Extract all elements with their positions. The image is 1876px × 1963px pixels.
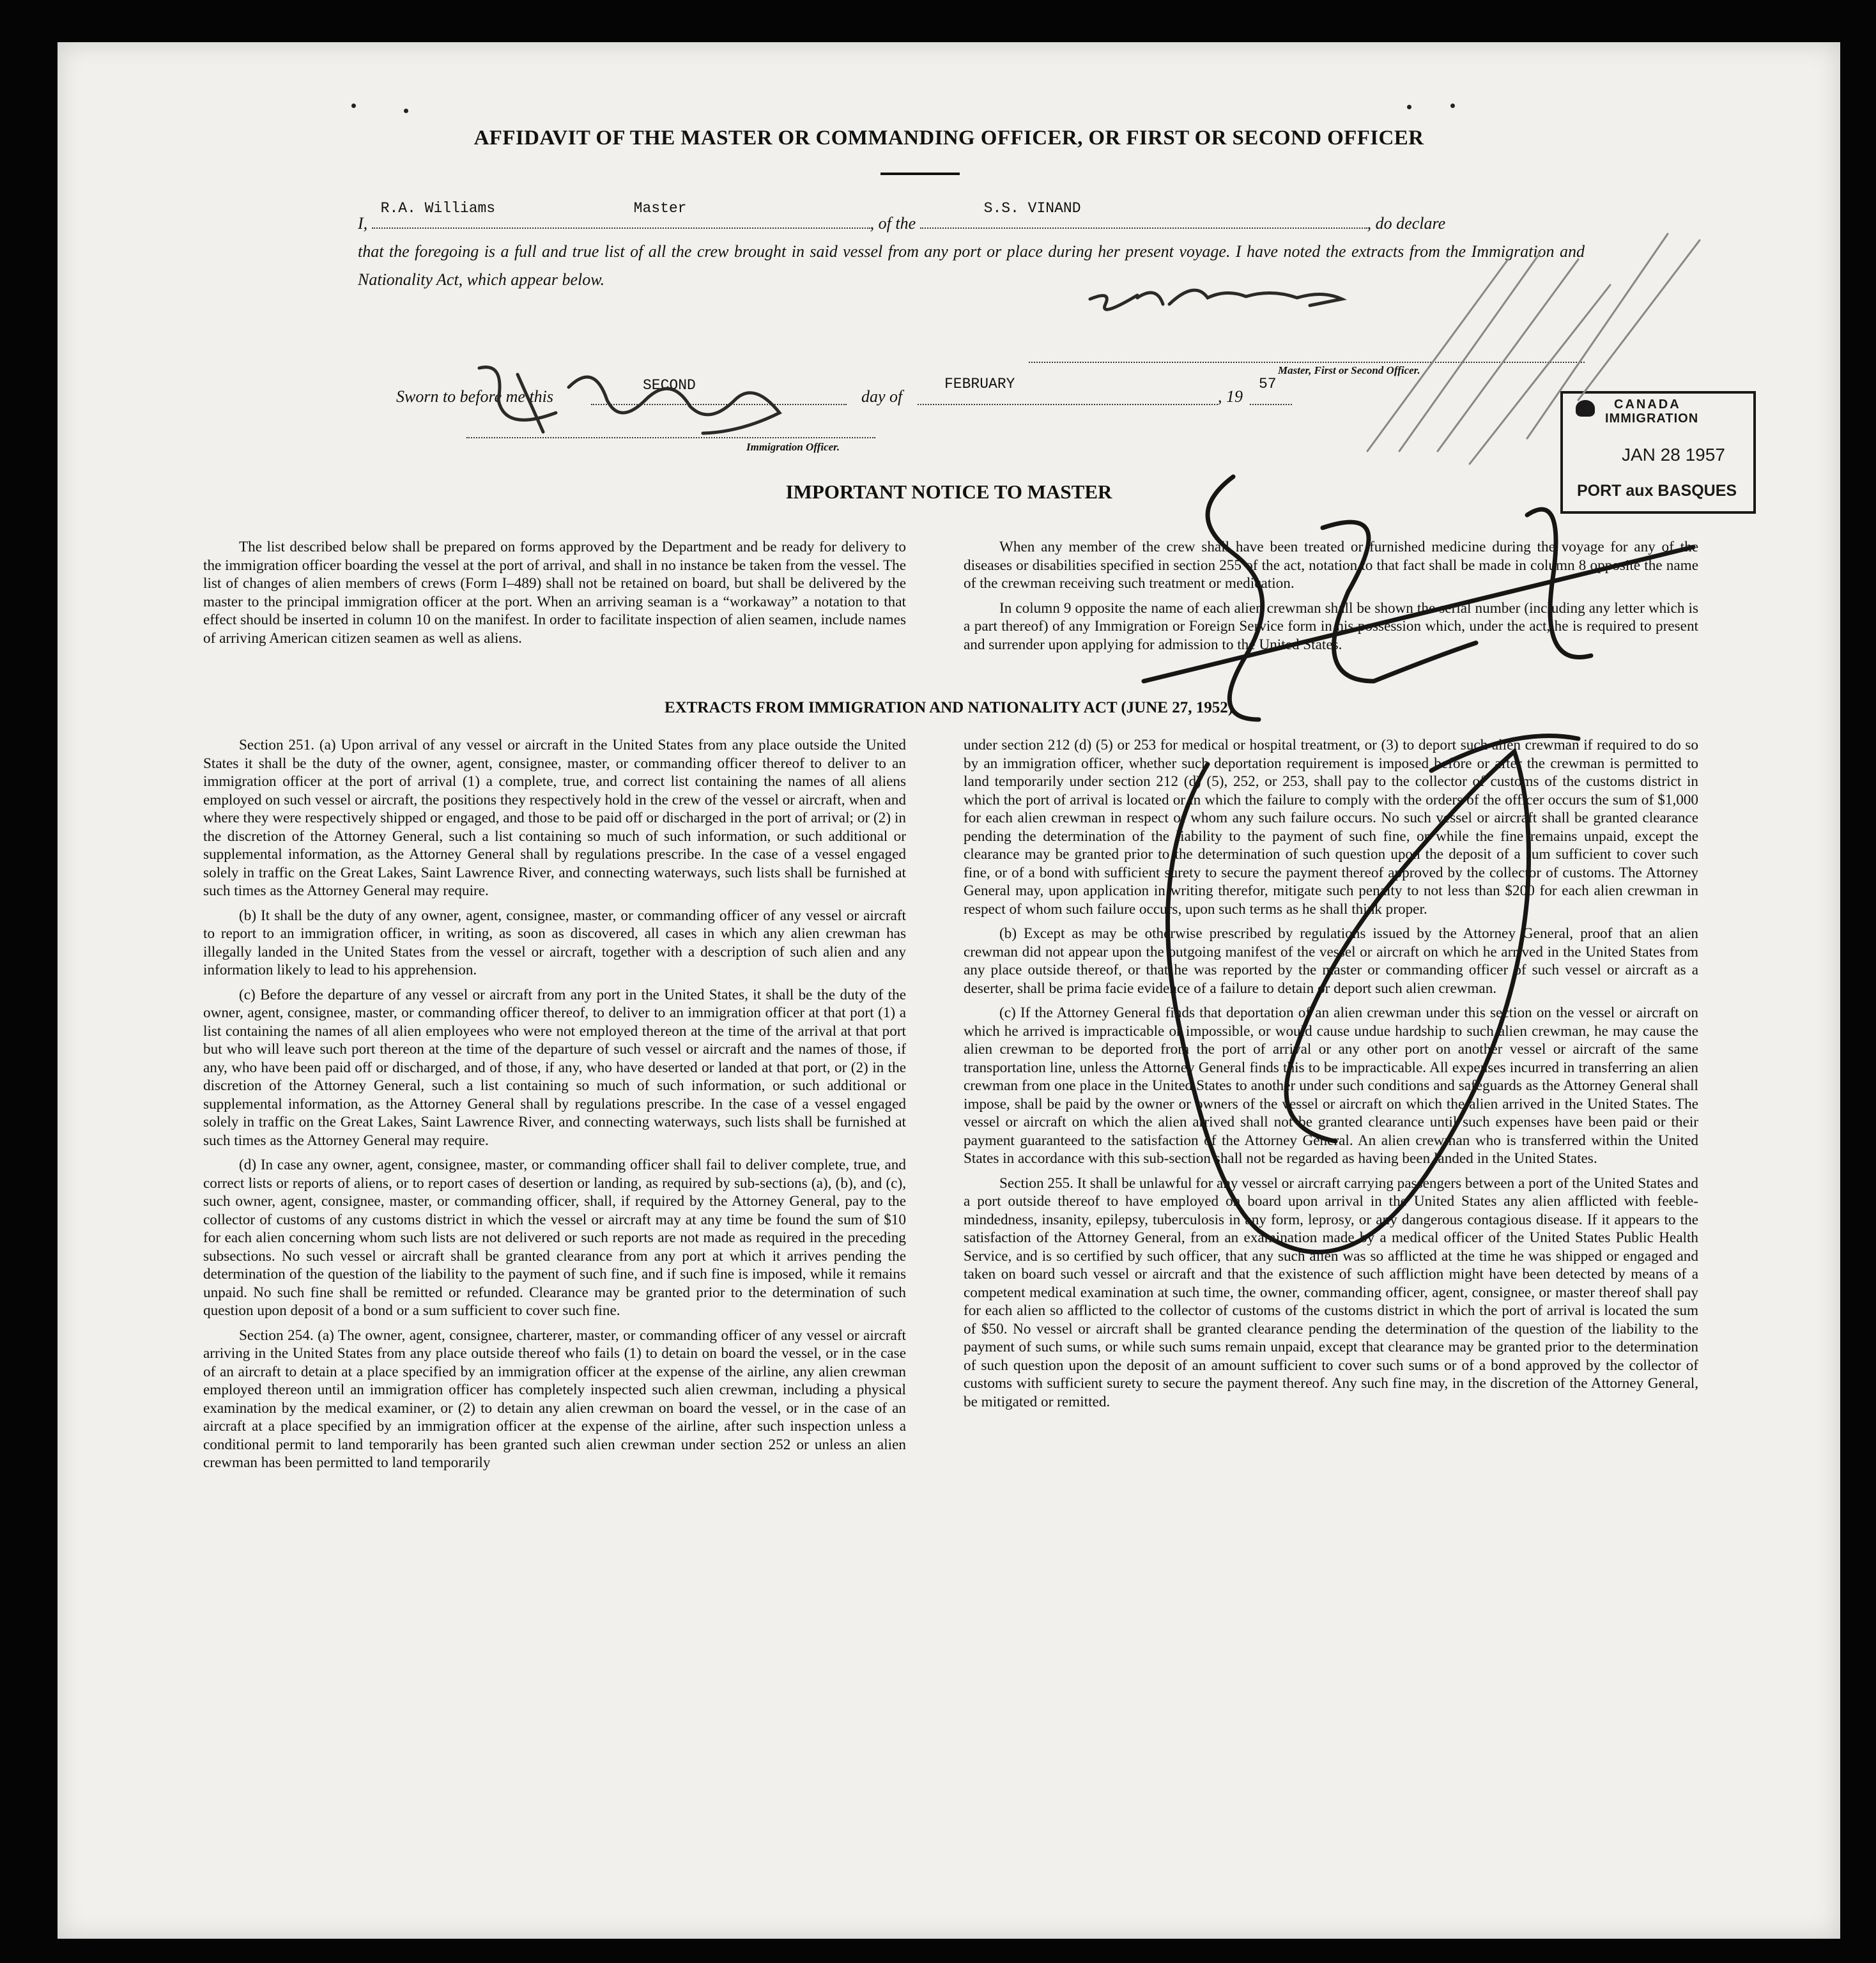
scan-speck (1407, 105, 1411, 109)
extracts-title: EXTRACTS FROM IMMIGRATION AND NATIONALITY ACT (JUNE 27, 1952) (664, 699, 1234, 716)
name-rank-field[interactable] (372, 200, 870, 229)
notice-title: IMPORTANT NOTICE TO MASTER (785, 481, 1112, 503)
vessel-name: S.S. VINAND (983, 200, 1081, 217)
title-rule (880, 173, 960, 175)
scan-speck (351, 104, 356, 108)
declaration-block (358, 200, 1585, 294)
notice-right-paragraph: In column 9 opposite the name of each alien crewman shall be shown the serial number (including any letter which is a part thereof) of any Immigration or Foreign Service form in his possession which, under the act, he is required to present and surrender upon applying for admission to the United States. (964, 599, 1698, 653)
year-prefix: , 19 (1218, 387, 1243, 406)
scan-speck (1450, 104, 1455, 108)
sworn-label: Sworn to before me this (396, 387, 554, 406)
extract-paragraph: Section 254. (a) The owner, agent, consignee, charterer, master, or commanding officer of any vessel or aircraft arriving in the United States from any place outside thereof who fails (1) to detain on board the vessel, or in the case of an aircraft to detain at a place specified by an immigration officer at the expense of the airline, any alien crewman employed thereon until an immigration officer has completely inspected such alien crewman, including a physical examination by the medical examiner, or (2) to detain any alien crewman on board the vessel, or in the case of an aircraft at a place specified by an immigration officer at the expense of the airline, after such inspection unless a conditional permit to land temporarily has been granted such alien crewman under section 252 or unless an alien crewman has been permitted to land temporarily (203, 1327, 906, 1471)
day-field[interactable] (591, 404, 847, 405)
of-the-label: , of the (870, 214, 916, 233)
scan-speck (404, 109, 408, 113)
stamp-date: JAN 28 1957 (1622, 445, 1725, 465)
day-of-label: day of (861, 387, 903, 406)
do-declare-label: , do declare (1367, 214, 1446, 233)
extracts-left-column (203, 736, 906, 1479)
extract-paragraph: Section 255. It shall be unlawful for any vessel or aircraft carrying passengers between a port of the United States and a port outside thereof to have employed on board upon arrival in the United States any alien afflicted with feeble-mindedness, insanity, epilepsy, tuberculosis in any form, leprosy, or any dangerous contagious disease. If it appears to the satisfaction of the Attorney General, from an examination made by a medical officer of the United States Public Health Service, and is so certified by such officer, that any such alien was so afflicted at the time he was shipped or engaged and taken on board such vessel or aircraft and that the existence of such affliction might have been detected by means of a competent medical examination at such time, the owner, commanding officer, agent, consignee, or master thereof shall pay for each alien so afflicted to the collector of customs of the customs district in which the port of arrival is located the sum of $50. No vessel or aircraft shall be granted clearance pending the determination of the question of the liability to the payment of such sums, or while such sums remain unpaid, except that clearance may be granted prior to the determination of such question upon the deposit of an amount sufficient to cover such sums or of a bond approved by the collector of customs with sufficient surety to secure the payment thereof. Any such fine may, in the discretion of the Attorney General, be mitigated or remitted. (964, 1174, 1698, 1410)
vessel-field[interactable] (920, 200, 1367, 229)
master-signature-line (1029, 362, 1585, 363)
month-field[interactable] (918, 404, 1218, 405)
stamp-country: CANADA (1614, 397, 1681, 412)
year-value: 57 (1259, 376, 1277, 392)
declaration-text: that the foregoing is a full and true list of all the crew brought in said vessel from any port or place during her present voyage. I have noted the extracts from the Immigration and Nationality Act, which appear below. (358, 242, 1585, 289)
extract-paragraph: (b) Except as may be otherwise prescribed by regulations issued by the Attorney General, proof that an alien crewman did not appear upon the outgoing manifest of the vessel or aircraft on which he arrived in the United States from any place outside thereof, or that he was reported by the master or commanding officer of such vessel or aircraft as a deserter, shall be prima facie evidence of a failure to detain or deport such alien crewman. (964, 925, 1698, 997)
officer-signature-line (466, 437, 875, 438)
officer-signature-label: Immigration Officer. (746, 441, 840, 453)
month-value: FEBRUARY (944, 376, 1015, 392)
affidavit-title: AFFIDAVIT OF THE MASTER OR COMMANDING OFFICER, OR FIRST OR SECOND OFFICER (473, 127, 1424, 150)
master-name: R.A. Williams (380, 200, 496, 217)
day-value: SECOND (643, 377, 696, 394)
extract-paragraph: Section 251. (a) Upon arrival of any vessel or aircraft in the United States from any place outside the United States it shall be the duty of the owner, agent, consignee, master, or commanding officer thereof to deliver to an immigration officer at the port of arrival (1) a complete, true, and correct list containing the names of all aliens employed on such vessel or aircraft, the positions they respectively hold in the crew of the vessel or aircraft, when and where they were respectively shipped or engaged, and those to be paid off or discharged in the port of arrival; or (2) in the discretion of the Attorney General, such a list containing so much of such information, or such additional or supplemental information, as the Attorney General shall by regulations prescribe. In the case of a vessel engaged solely in traffic on the Great Lakes, Saint Lawrence River, and connecting waterways, such lists shall be furnished at such times as the Attorney General may require. (203, 737, 906, 899)
extracts-right-column (964, 736, 1698, 1417)
master-rank: Master (633, 200, 687, 217)
crown-icon (1576, 400, 1595, 417)
notice-right-paragraph: When any member of the crew shall have been treated or furnished medicine during the voyage for any of the diseases or disabilities specified in section 255 of the act, notation to that fact shall be made in column 8 opposite the name of the crewman receiving such treatment or medication. (964, 539, 1698, 592)
notice-left-column (203, 538, 906, 654)
notice-right-column (964, 538, 1698, 660)
extract-paragraph: (c) If the Attorney General finds that deportation of an alien crewman under this section on the vessel or aircraft on which he arrived is impracticable or impossible, or would cause undue hardship to such alien crewman, he may cause the alien crewman to be deported from the port of arrival or any other port on another vessel or aircraft of the same transportation line, unless the Attorney General finds this to be impracticable. All expenses incurred in transferring an alien crewman from one place in the United States to another under such conditions and safeguards as the Attorney General shall impose, shall be paid by the owner or owners of the vessel or aircraft on which the alien arrived in the United States. The vessel or aircraft on which the alien arrived shall not be granted clearance until such expenses have been paid or their payment guaranteed to the satisfaction of the Attorney General. An alien crewman who is transferred within the United States in accordance with this sub-section shall not be regarded as having been landed in the United States. (964, 1005, 1698, 1167)
stamp-agency: IMMIGRATION (1605, 412, 1699, 426)
i-label: I, (358, 214, 368, 233)
notice-left-paragraph: The list described below shall be prepared on forms approved by the Department and be ready for delivery to the immigration officer boarding the vessel at the port of arrival, and shall in no instance be taken from the vessel. The list of changes of alien members of crews (Form I–489) shall not be retained on board, but shall be delivered by the master to the principal immigration officer at the port. When an arriving seaman is a “workaway” a notation to that effect should be inserted in column 10 on the manifest. In order to facilitate inspection of alien seamen, include names of arriving American citizen seamen as well as aliens. (203, 539, 906, 647)
document-page (58, 42, 1840, 1939)
year-field[interactable] (1250, 404, 1292, 405)
extract-paragraph: under section 212 (d) (5) or 253 for medical or hospital treatment, or (3) to deport such alien crewman if required to do so by an immigration officer, whether such deportation requirement is imposed before or after the crewman is permitted to land temporarily under section 212 (d) (5), 252, or 253, shall pay to the collector of customs of the customs district in which the port of arrival is located or in which the failure to comply with the orders of the officer occurs the sum of $1,000 for each alien crewman in respect of whom any such failure occurs. No such vessel or aircraft shall be granted clearance pending the determination of the liability to the payment of such fine, or while the fine remains unpaid, except the clearance may be granted prior to the determination of such question upon the deposit of a sum sufficient to cover such fine, or of a bond with sufficient surety to secure the payment thereof approved by the collector of customs. The Attorney General may, upon application in writing therefor, mitigate such penalty to not less than $200 for each alien crewman in respect of whom such failure occurs, upon such terms as he shall think proper. (964, 737, 1698, 918)
extract-paragraph: (b) It shall be the duty of any owner, agent, consignee, master, or commanding officer of any vessel or aircraft to report to an immigration officer, in writing, as soon as discovered, all cases in which any alien crewman has illegally landed in the United States from the vessel or aircraft, together with a description of such alien and any information likely to lead to his apprehension. (203, 907, 906, 978)
declaration-first-line (358, 200, 1585, 238)
extract-paragraph: (c) Before the departure of any vessel or aircraft from any port in the United States, it shall be the duty of the owner, agent, consignee, master, or commanding officer thereof, to deliver to an immigration officer at that port (1) a list containing the names of all alien employees who were not employed thereon at the time of the arrival at that port but who will leave such port thereon at the time of the departure of such vessel or aircraft and the names of those, if any, who have been paid off or discharged, and of those, if any, who have deserted or landed at that port, or (2) in the discretion of the Attorney General, such a list containing so much of such information, or such additional or supplemental information, as the Attorney General shall by regulations prescribe. In the case of a vessel engaged solely in traffic on the Great Lakes, Saint Lawrence River, and connecting waterways, such lists shall be furnished at such times as the Attorney General may require. (203, 986, 906, 1149)
extract-paragraph: (d) In case any owner, agent, consignee, master, or commanding officer shall fail to deliver complete, true, and correct lists or reports of aliens, or to report cases of desertion or landing, as required by sub-sections (a), (b), and (c), such owner, agent, consignee, master, or commanding officer, shall, if required by the Attorney General, pay to the collector of customs of any customs district in which the vessel or aircraft may at any time be found the sum of $10 for each alien concerning whom such lists are not delivered or such reports are not made as required in the preceding subsections. No such vessel or aircraft shall be granted clearance from any port at which it arrives pending the determination of the question of the liability to the payment of such fine, and if such fine is imposed, while it remains unpaid. No such fine shall be remitted or refunded. Clearance may be granted prior to the determination of such question upon deposit of a bond or a sum sufficient to cover such fine. (203, 1157, 906, 1319)
canada-immigration-stamp (1560, 391, 1756, 514)
master-signature-label: Master, First or Second Officer. (1278, 364, 1420, 376)
stamp-port: PORT aux BASQUES (1577, 482, 1737, 500)
